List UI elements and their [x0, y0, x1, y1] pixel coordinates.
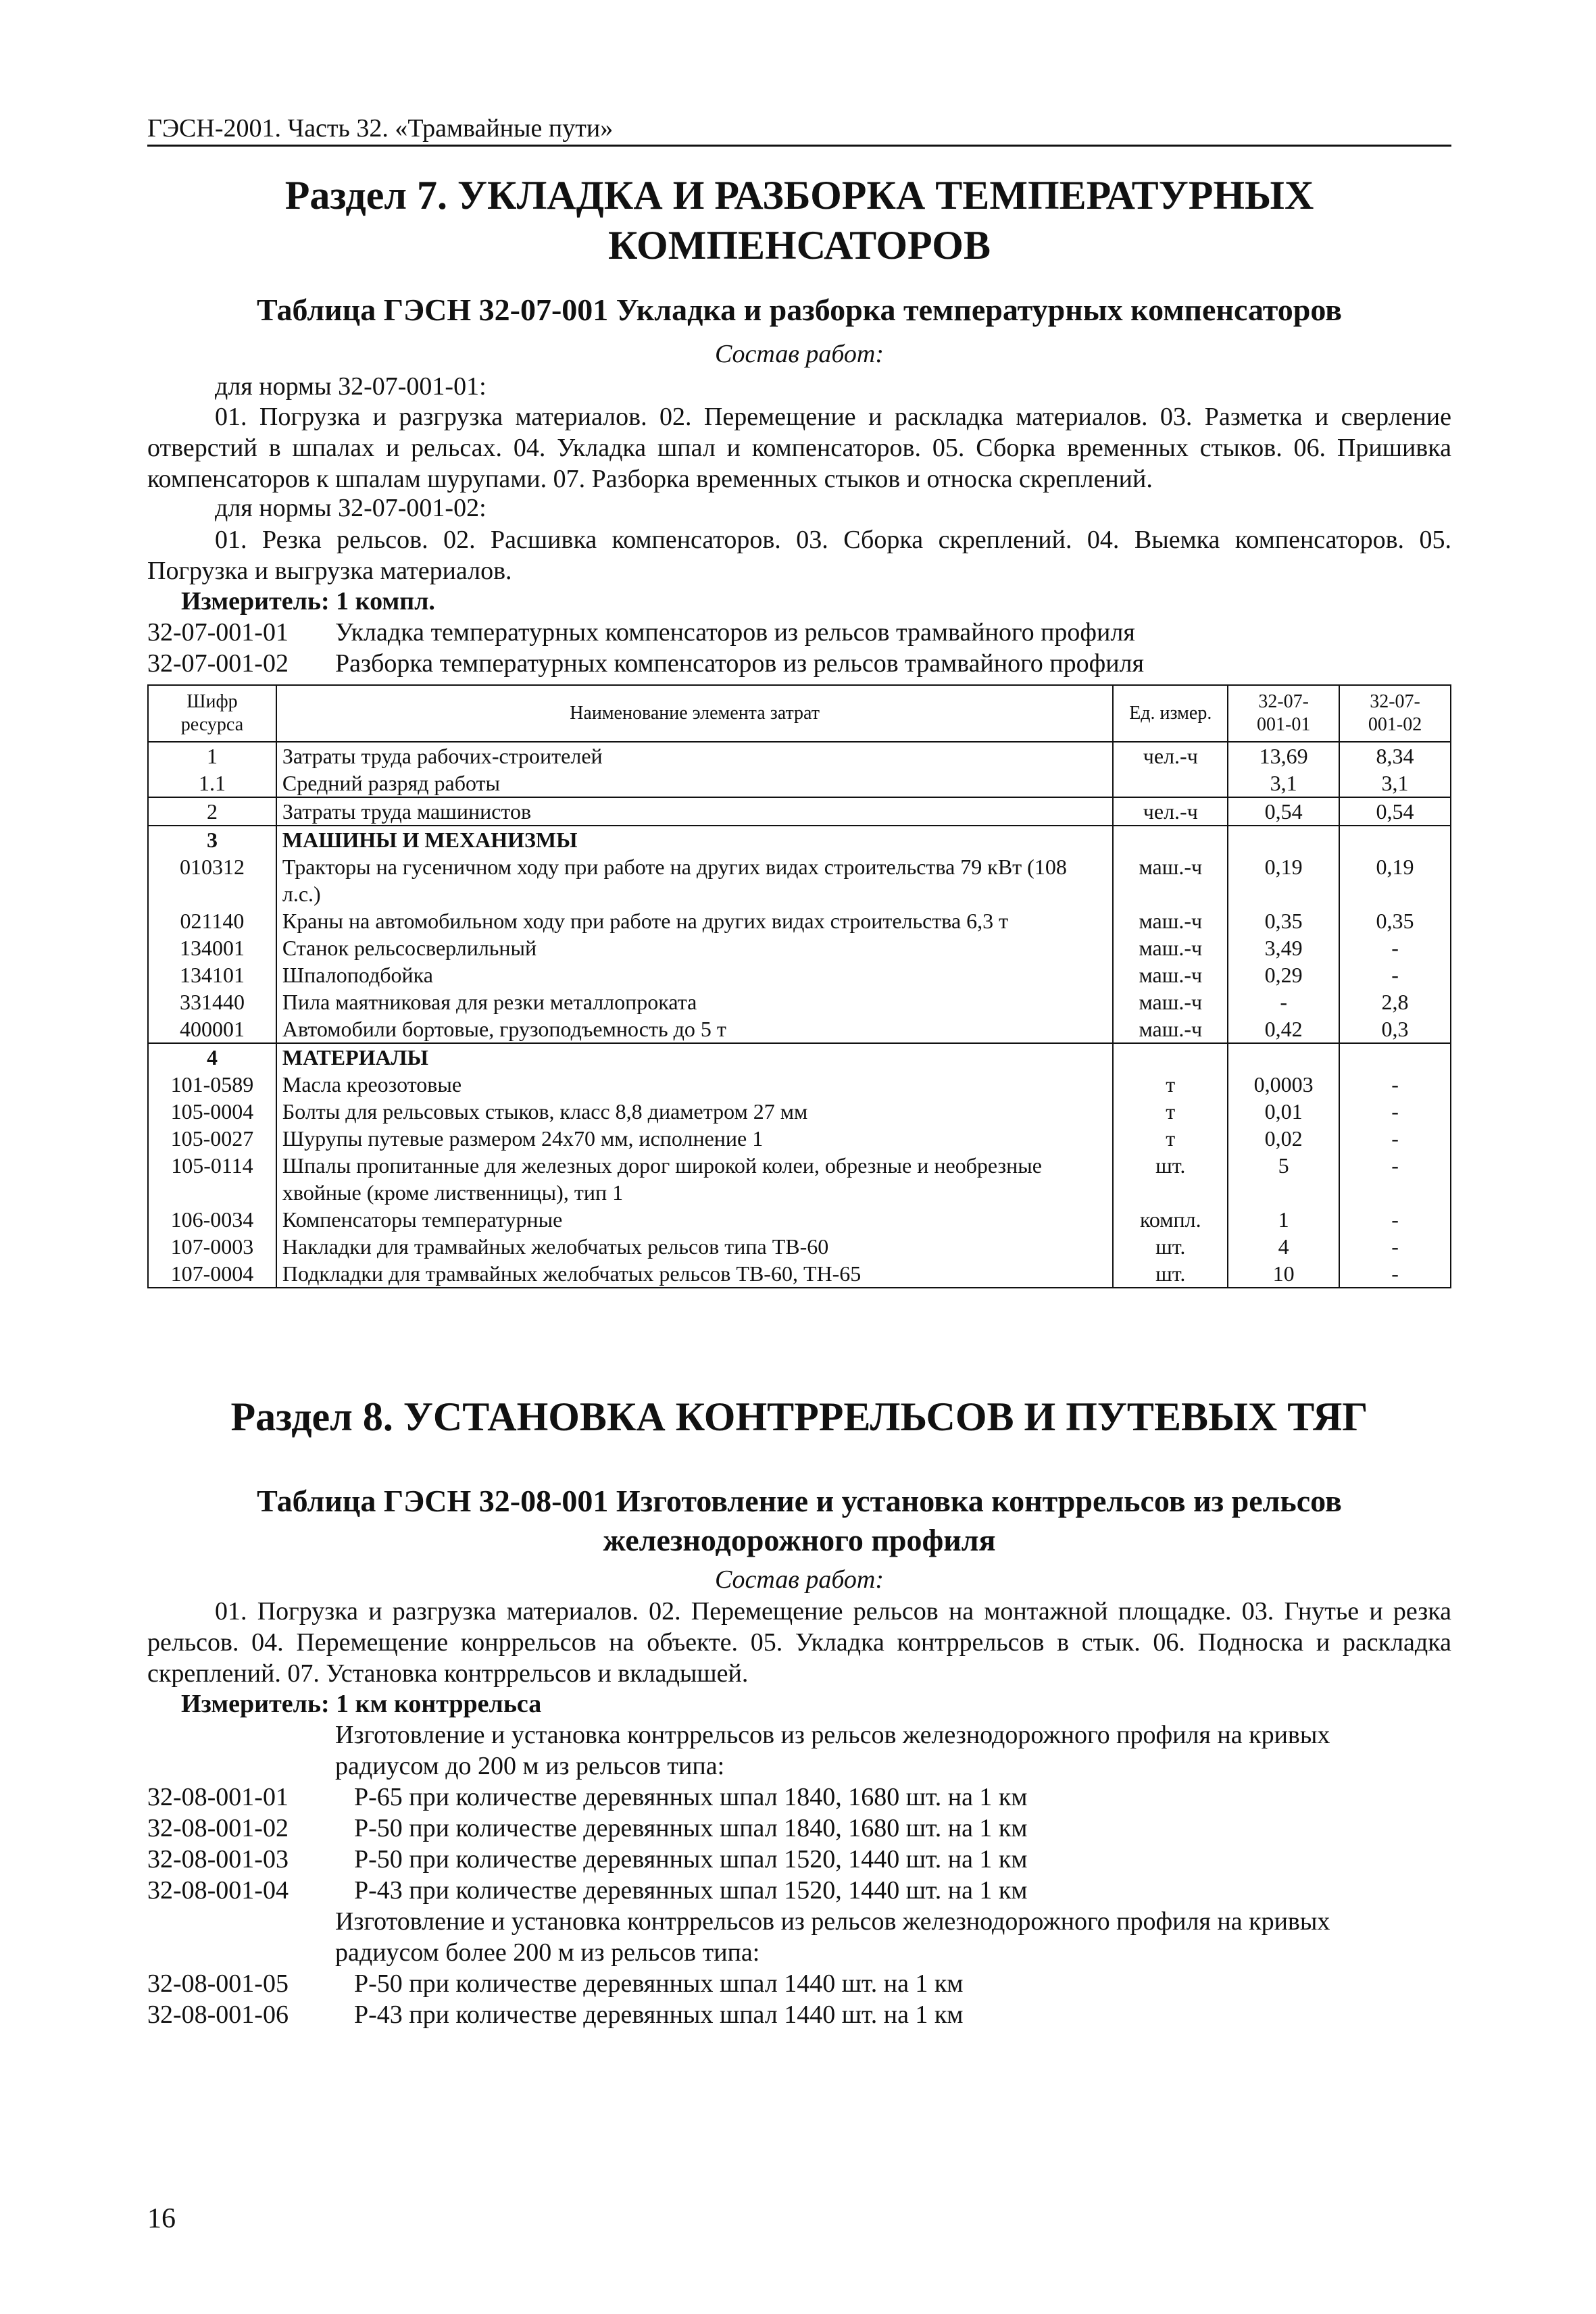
norm-description: Разборка температурных компенсаторов из рельсов трамвайного профиля [335, 649, 1144, 678]
table-row: 400001 Автомобили бортовые, грузоподъемность до 5 т маш.-ч 0,42 0,3 [148, 1015, 1451, 1043]
group2-heading-line2: радиусом более 200 м из рельсов типа: [335, 1938, 760, 1967]
norm-code: 32-08-001-04 [147, 1876, 289, 1905]
norm-code: 32-08-001-06 [147, 2001, 289, 2029]
norm-code-line [147, 2000, 963, 2030]
norm-description: Р-50 при количестве деревянных шпал 1840, 1680 шт. на 1 км [354, 1814, 1028, 1842]
section8-work-text: 01. Погрузка и разгрузка материалов. 02. Перемещение рельсов на монтажной площадке. 03. Гнутье и резка рельсов. 04. Перемещение конррельсов на объекте. 05. Укладка контррельсов в стык. 06. Подноска и раскладка скреплений. 07. Установка контррельсов и вкладышей. [147, 1597, 1451, 1688]
table-row: 105-0027 Шурупы путевые размером 24х70 мм, исполнение 1 т 0,02 - [148, 1125, 1451, 1152]
header-unit: Ед. измер. [1113, 685, 1228, 742]
norm-code: 32-08-001-01 [147, 1783, 289, 1811]
header-resource-code: Шифр ресурса [148, 685, 276, 742]
work-composition-label: Состав работ: [714, 340, 884, 368]
table-row: 134101 Шпалоподбойка маш.-ч 0,29 - [148, 961, 1451, 988]
norm-code-line [147, 1844, 1027, 1874]
table-row: 1.1 Средний разряд работы 3,1 3,1 [148, 770, 1451, 797]
norm-code-line [147, 1782, 1027, 1812]
norm-code: 32-07-001-01 [147, 618, 289, 647]
table-row: 105-0114 Шпалы пропитанные для железных дорог широкой колеи, обрезные и необрезные хвойные (кроме лиственницы), тип 1 шт. 5 - [148, 1152, 1451, 1206]
table-group-row: 4 МАТЕРИАЛЫ [148, 1043, 1451, 1071]
header-element-name: Наименование элемента затрат [276, 685, 1113, 742]
norm-code-line [147, 618, 1135, 647]
norm-code-line [147, 1969, 963, 1998]
norm-code: 32-08-001-02 [147, 1814, 289, 1842]
measure-label: Измеритель: 1 компл. [181, 587, 435, 615]
table-row: 107-0003 Накладки для трамвайных желобчатых рельсов типа ТВ-60 шт. 4 - [148, 1233, 1451, 1260]
norm2-label: для нормы 32-07-001-02: [215, 494, 487, 522]
norm-description: Р-43 при количестве деревянных шпал 1440 шт. на 1 км [354, 2001, 964, 2029]
table-32-08-001-title [147, 1482, 1451, 1560]
table-row: 331440 Пила маятниковая для резки металлопроката маш.-ч - 2,8 [148, 988, 1451, 1015]
running-head: ГЭСН-2001. Часть 32. «Трамвайные пути» [147, 114, 614, 143]
group1-heading-line1: Изготовление и установка контррельсов из рельсов железнодорожного профиля на кривых [335, 1721, 1330, 1749]
norm-description: Р-50 при количестве деревянных шпал 1440 шт. на 1 км [354, 1969, 964, 1998]
table-row: 105-0004 Болты для рельсовых стыков, класс 8,8 диаметром 27 мм т 0,01 - [148, 1098, 1451, 1125]
norm-code: 32-08-001-03 [147, 1845, 289, 1873]
table-header-row [148, 685, 1451, 742]
section8-title: Раздел 8. УСТАНОВКА КОНТРРЕЛЬСОВ И ПУТЕВЫХ ТЯГ [230, 1394, 1368, 1439]
section7-title-line2: КОМПЕНСАТОРОВ [608, 223, 991, 268]
table-row: 021140 Краны на автомобильном ходу при работе на других видах строительства 6,3 т маш.-ч 0,35 0,35 [148, 907, 1451, 934]
norm-code-line [147, 1876, 1027, 1905]
table-32-08-001-title-line1: Таблица ГЭСН 32-08-001 Изготовление и установка контррельсов из рельсов [257, 1484, 1342, 1518]
norm-description: Укладка температурных компенсаторов из рельсов трамвайного профиля [335, 618, 1135, 647]
norm-code-line [147, 649, 1144, 678]
table-row: 134001 Станок рельсосверлильный маш.-ч 3,49 - [148, 934, 1451, 961]
section7-title-line1: Раздел 7. УКЛАДКА И РАЗБОРКА ТЕМПЕРАТУРНЫХ [284, 173, 1314, 218]
table-row: 101-0589 Масла креозотовые т 0,0003 - [148, 1071, 1451, 1098]
measure-label: Измеритель: 1 км контррельса [181, 1690, 542, 1718]
table-row: 106-0034 Компенсаторы температурные компл. 1 - [148, 1206, 1451, 1233]
norm1-label: для нормы 32-07-001-01: [215, 372, 487, 401]
header-norm-02: 32-07- 001-02 [1339, 685, 1451, 742]
group1-heading-line2: радиусом до 200 м из рельсов типа: [335, 1752, 725, 1780]
table-row: 010312 Тракторы на гусеничном ходу при работе на других видах строительства 79 кВт (108 л.с.) маш.-ч 0,19 0,19 [148, 853, 1451, 907]
norm1-text: 01. Погрузка и разгрузка материалов. 02. Перемещение и раскладка материалов. 03. Разметка и сверление отверстий в шпалах и рельсах. 04. Укладка шпал и компенсаторов. 05. Сборка временных стыков. 06. Пришивка компенсаторов к шпалам шурупами. 07. Разборка временных стыков и относка скреплений. [147, 403, 1451, 493]
norm-description: Р-50 при количестве деревянных шпал 1520, 1440 шт. на 1 км [354, 1845, 1028, 1873]
norm-code-line [147, 1813, 1027, 1843]
section7-title [147, 170, 1451, 270]
table-row: 107-0004 Подкладки для трамвайных желобчатых рельсов ТВ-60, ТН-65 шт. 10 - [148, 1260, 1451, 1288]
table-row: 2 Затраты труда машинистов чел.-ч 0,54 0,54 [148, 797, 1451, 826]
norm2-text: 01. Резка рельсов. 02. Расшивка компенсаторов. 03. Сборка скреплений. 04. Выемка компенсаторов. 05. Погрузка и выгрузка материалов. [147, 526, 1451, 585]
header-norm-01: 32-07- 001-01 [1228, 685, 1339, 742]
work-composition-label: Состав работ: [714, 1565, 884, 1594]
table-32-08-001-title-line2: железнодорожного профиля [603, 1523, 996, 1557]
table-row: 1 Затраты труда рабочих-строителей чел.-ч 13,69 8,34 [148, 742, 1451, 770]
norm-code: 32-08-001-05 [147, 1969, 289, 1998]
group2-heading-line1: Изготовление и установка контррельсов из рельсов железнодорожного профиля на кривых [335, 1907, 1330, 1936]
norm-description: Р-65 при количестве деревянных шпал 1840, 1680 шт. на 1 км [354, 1783, 1028, 1811]
norm-description: Р-43 при количестве деревянных шпал 1520, 1440 шт. на 1 км [354, 1876, 1028, 1905]
page-number: 16 [147, 2203, 176, 2234]
header-rule [147, 145, 1451, 147]
table-32-07-001-title: Таблица ГЭСН 32-07-001 Укладка и разборка температурных компенсаторов [256, 293, 1343, 327]
norm-code: 32-07-001-02 [147, 649, 289, 678]
resource-table [147, 684, 1451, 1288]
table-group-row: 3 МАШИНЫ И МЕХАНИЗМЫ [148, 826, 1451, 853]
